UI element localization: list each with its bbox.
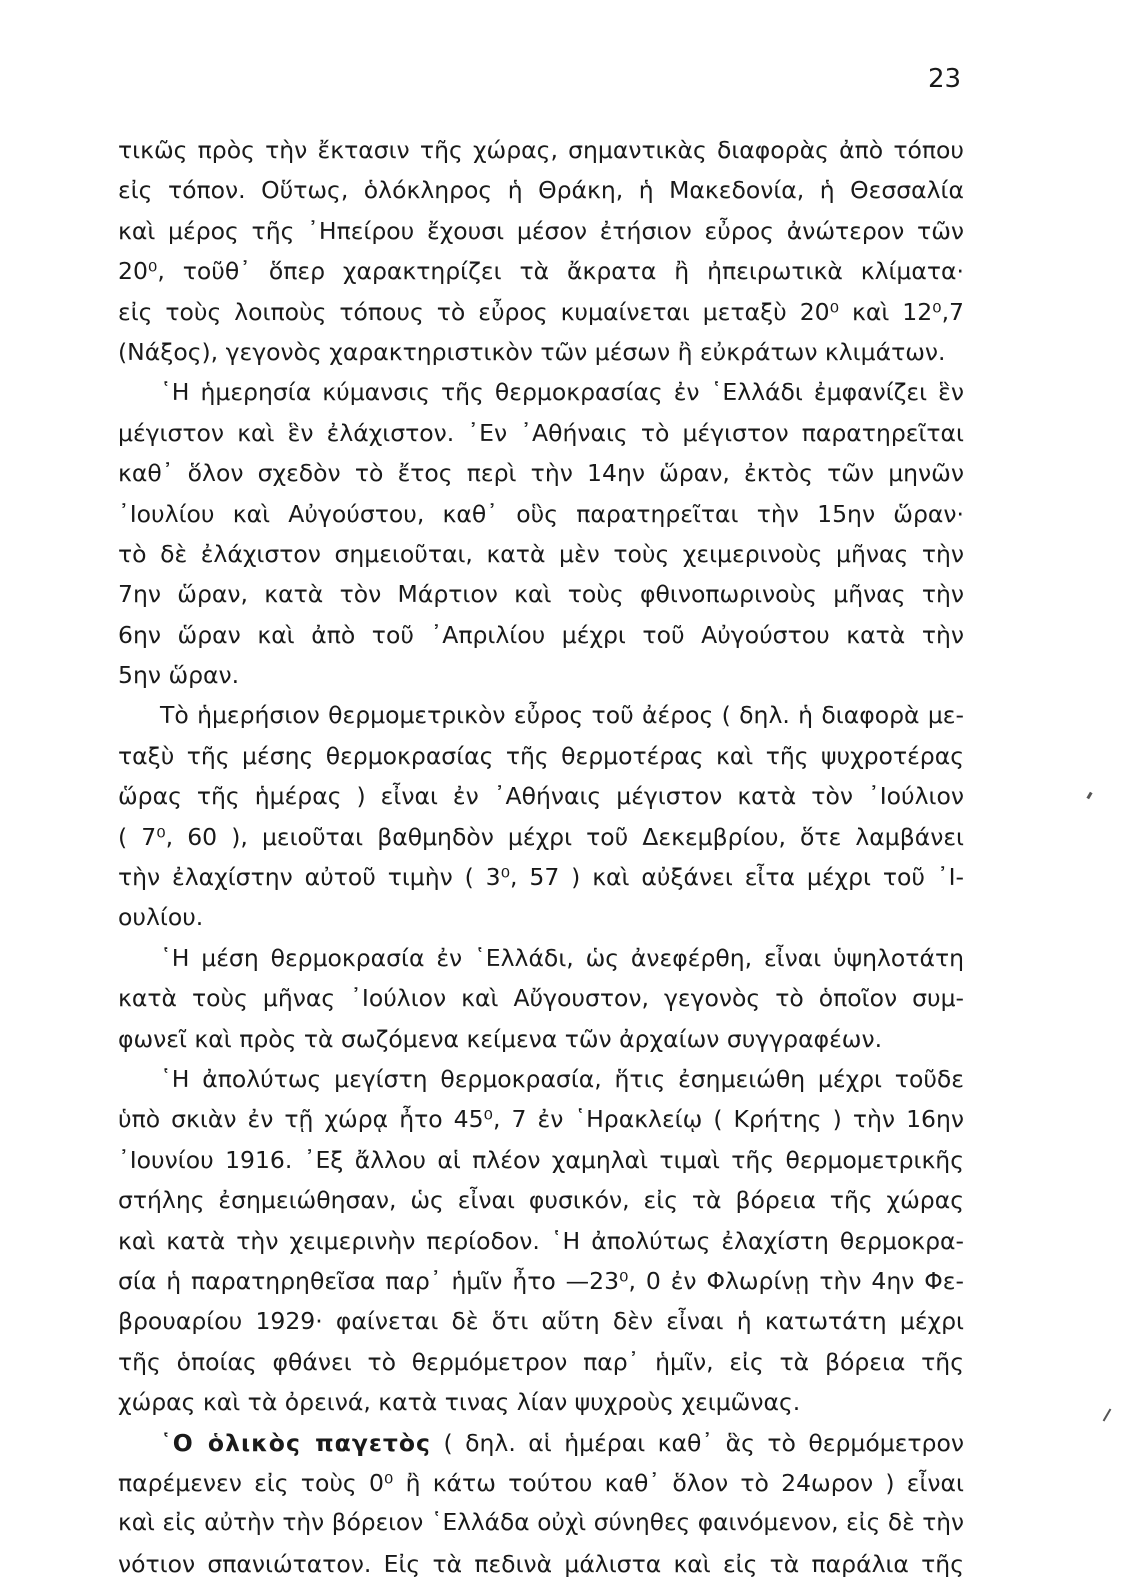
text-line: μέγιστον καὶ ἓν ἐλάχιστον. ᾿Εν ᾿Αθήναις τὸ μέγιστον παρατηρεῖται [118,418,964,447]
text-line: ταξὺ τῆς μέσης θερμοκρασίας τῆς θερμοτέρας καὶ τῆς ψυχροτέρας [118,741,964,770]
text-line: καὶ εἰς αὐτὴν τὴν βόρειον ῾Ελλάδα οὐχὶ σύνηθες φαινόμενον, εἰς δὲ τὴν [118,1509,964,1537]
text-line: (Νάξος), γεγονὸς χαρακτηριστικὸν τῶν μέσων ἢ εὐκράτων κλιμάτων. [118,337,946,366]
text-line: νότιον σπανιώτατον. Εἰς τὰ πεδινὰ μάλιστα καὶ εἰς τὰ παράλια τῆς [118,1549,964,1578]
text-line: καὶ μέρος τῆς ᾿Ηπείρου ἔχουσι μέσον ἐτήσιον εὖρος ἀνώτερον τῶν [118,216,964,245]
scan-speck [1103,1408,1112,1421]
text-line: εἰς τοὺς λοιποὺς τόπους τὸ εὖρος κυμαίνεται μεταξὺ 20⁰ καὶ 12⁰,7 [118,297,964,326]
text-line: 20⁰, τοῦθ᾿ ὅπερ χαρακτηρίζει τὰ ἄκρατα ἢ ἠπειρωτικὰ κλίματα· [118,257,964,286]
text-line: χώρας καὶ τὰ ὀρεινά, κατὰ τινας λίαν ψυχροὺς χειμῶνας. [118,1388,801,1417]
text-line: 7ην ὥραν, κατὰ τὸν Μάρτιον καὶ τοὺς φθινοπωρινοὺς μῆνας τὴν [118,580,964,609]
text-line: ῾Η μέση θερμοκρασία ἐν ῾Ελλάδι, ὡς ἀνεφέρθη, εἶναι ὑψηλοτάτη [160,943,964,972]
text-line: παρέμενεν εἰς τοὺς 0⁰ ἢ κάτω τούτου καθ᾿ ὅλον τὸ 24ωρον ) εἶναι [118,1468,964,1497]
text-line: 6ην ὥραν καὶ ἀπὸ τοῦ ᾿Απριλίου μέχρι τοῦ Αὐγούστου κατὰ τὴν [118,620,964,649]
text-run: ( δηλ. αἱ ἡμέραι καθ᾿ ἃς τὸ θερμόμετρον [443,1428,964,1457]
text-line: ᾿Ιουνίου 1916. ᾿Εξ ἄλλου αἱ πλέον χαμηλαὶ τιμαὶ τῆς θερμομετρικῆς [118,1145,964,1174]
text-line: τῆς ὁποίας φθάνει τὸ θερμόμετρον παρ᾿ ἡμῖν, εἰς τὰ βόρεια τῆς [118,1347,964,1376]
text-line: τὸ δὲ ἐλάχιστον σημειοῦται, κατὰ μὲν τοὺς χειμερινοὺς μῆνας τὴν [118,539,964,568]
text-line: κατὰ τοὺς μῆνας ᾿Ιούλιον καὶ Αὔγουστον, γεγονὸς τὸ ὁποῖον συμ- [118,984,964,1013]
text-line: σία ἡ παρατηρηθεῖσα παρ᾿ ἡμῖν ἦτο —23⁰, 0 ἐν Φλωρίνῃ τὴν 4ην Φε- [118,1266,964,1295]
text-line: τικῶς πρὸς τὴν ἔκτασιν τῆς χώρας, σημαντικὰς διαφορὰς ἀπὸ τόπου [118,136,964,164]
text-line: 5ην ὥραν. [118,661,240,690]
body-text [118,130,964,1584]
text-line: φωνεῖ καὶ πρὸς τὰ σωζόμενα κείμενα τῶν ἀρχαίων συγγραφέων. [118,1024,883,1053]
scan-speck [1086,792,1092,800]
text-line: στήλης ἐσημειώθησαν, ὡς εἶναι φυσικόν, εἰς τὰ βόρεια τῆς χώρας [118,1186,964,1215]
page-number: 23 [928,64,962,94]
text-line: βρουαρίου 1929· φαίνεται δὲ ὅτι αὕτη δὲν εἶναι ἡ κατωτάτη μέχρι [118,1307,964,1336]
text-line: καθ᾿ ὅλον σχεδὸν τὸ ἔτος περὶ τὴν 14ην ὥραν, ἐκτὸς τῶν μηνῶν [118,459,964,488]
text-line: ὥρας τῆς ἡμέρας ) εἶναι ἐν ᾿Αθήναις μέγιστον κατὰ τὸν ᾿Ιούλιον [118,782,964,811]
text-line: καὶ κατὰ τὴν χειμερινὴν περίοδον. ῾Η ἀπολύτως ἐλαχίστη θερμοκρα- [118,1226,964,1255]
text-line: ᾿Ιουλίου καὶ Αὐγούστου, καθ᾿ οὓς παρατηρεῖται τὴν 15ην ὥραν· [118,499,964,528]
section-heading: ῾Ο ὁλικὸς παγετὸς [160,1428,431,1457]
text-line: Τὸ ἡμερήσιον θερμομετρικὸν εὖρος τοῦ ἀέρος ( δηλ. ἡ διαφορὰ με- [160,701,964,730]
text-line: ῾Η ἀπολύτως μεγίστη θερμοκρασία, ἥτις ἐσημειώθη μέχρι τοῦδε [160,1064,964,1093]
text-line: ῾Η ἡμερησία κύμανσις τῆς θερμοκρασίας ἐν ῾Ελλάδι ἐμφανίζει ἓν [160,378,964,407]
text-line [118,1423,964,1463]
text-line: ( 7⁰, 60 ), μειοῦται βαθμηδὸν μέχρι τοῦ Δεκεμβρίου, ὅτε λαμβάνει [118,822,964,851]
text-line: τὴν ἐλαχίστην αὐτοῦ τιμὴν ( 3⁰, 57 ) καὶ αὐξάνει εἶτα μέχρι τοῦ ᾿Ι- [118,863,964,892]
text-line: ὑπὸ σκιὰν ἐν τῇ χώρᾳ ἦτο 45⁰, 7 ἐν ῾Ηρακλείῳ ( Κρήτης ) τὴν 16ην [118,1105,964,1134]
text-line: εἰς τόπον. Οὕτως, ὁλόκληρος ἡ Θράκη, ἡ Μακεδονία, ἡ Θεσσαλία [118,176,964,205]
text-line: ουλίου. [118,903,204,932]
